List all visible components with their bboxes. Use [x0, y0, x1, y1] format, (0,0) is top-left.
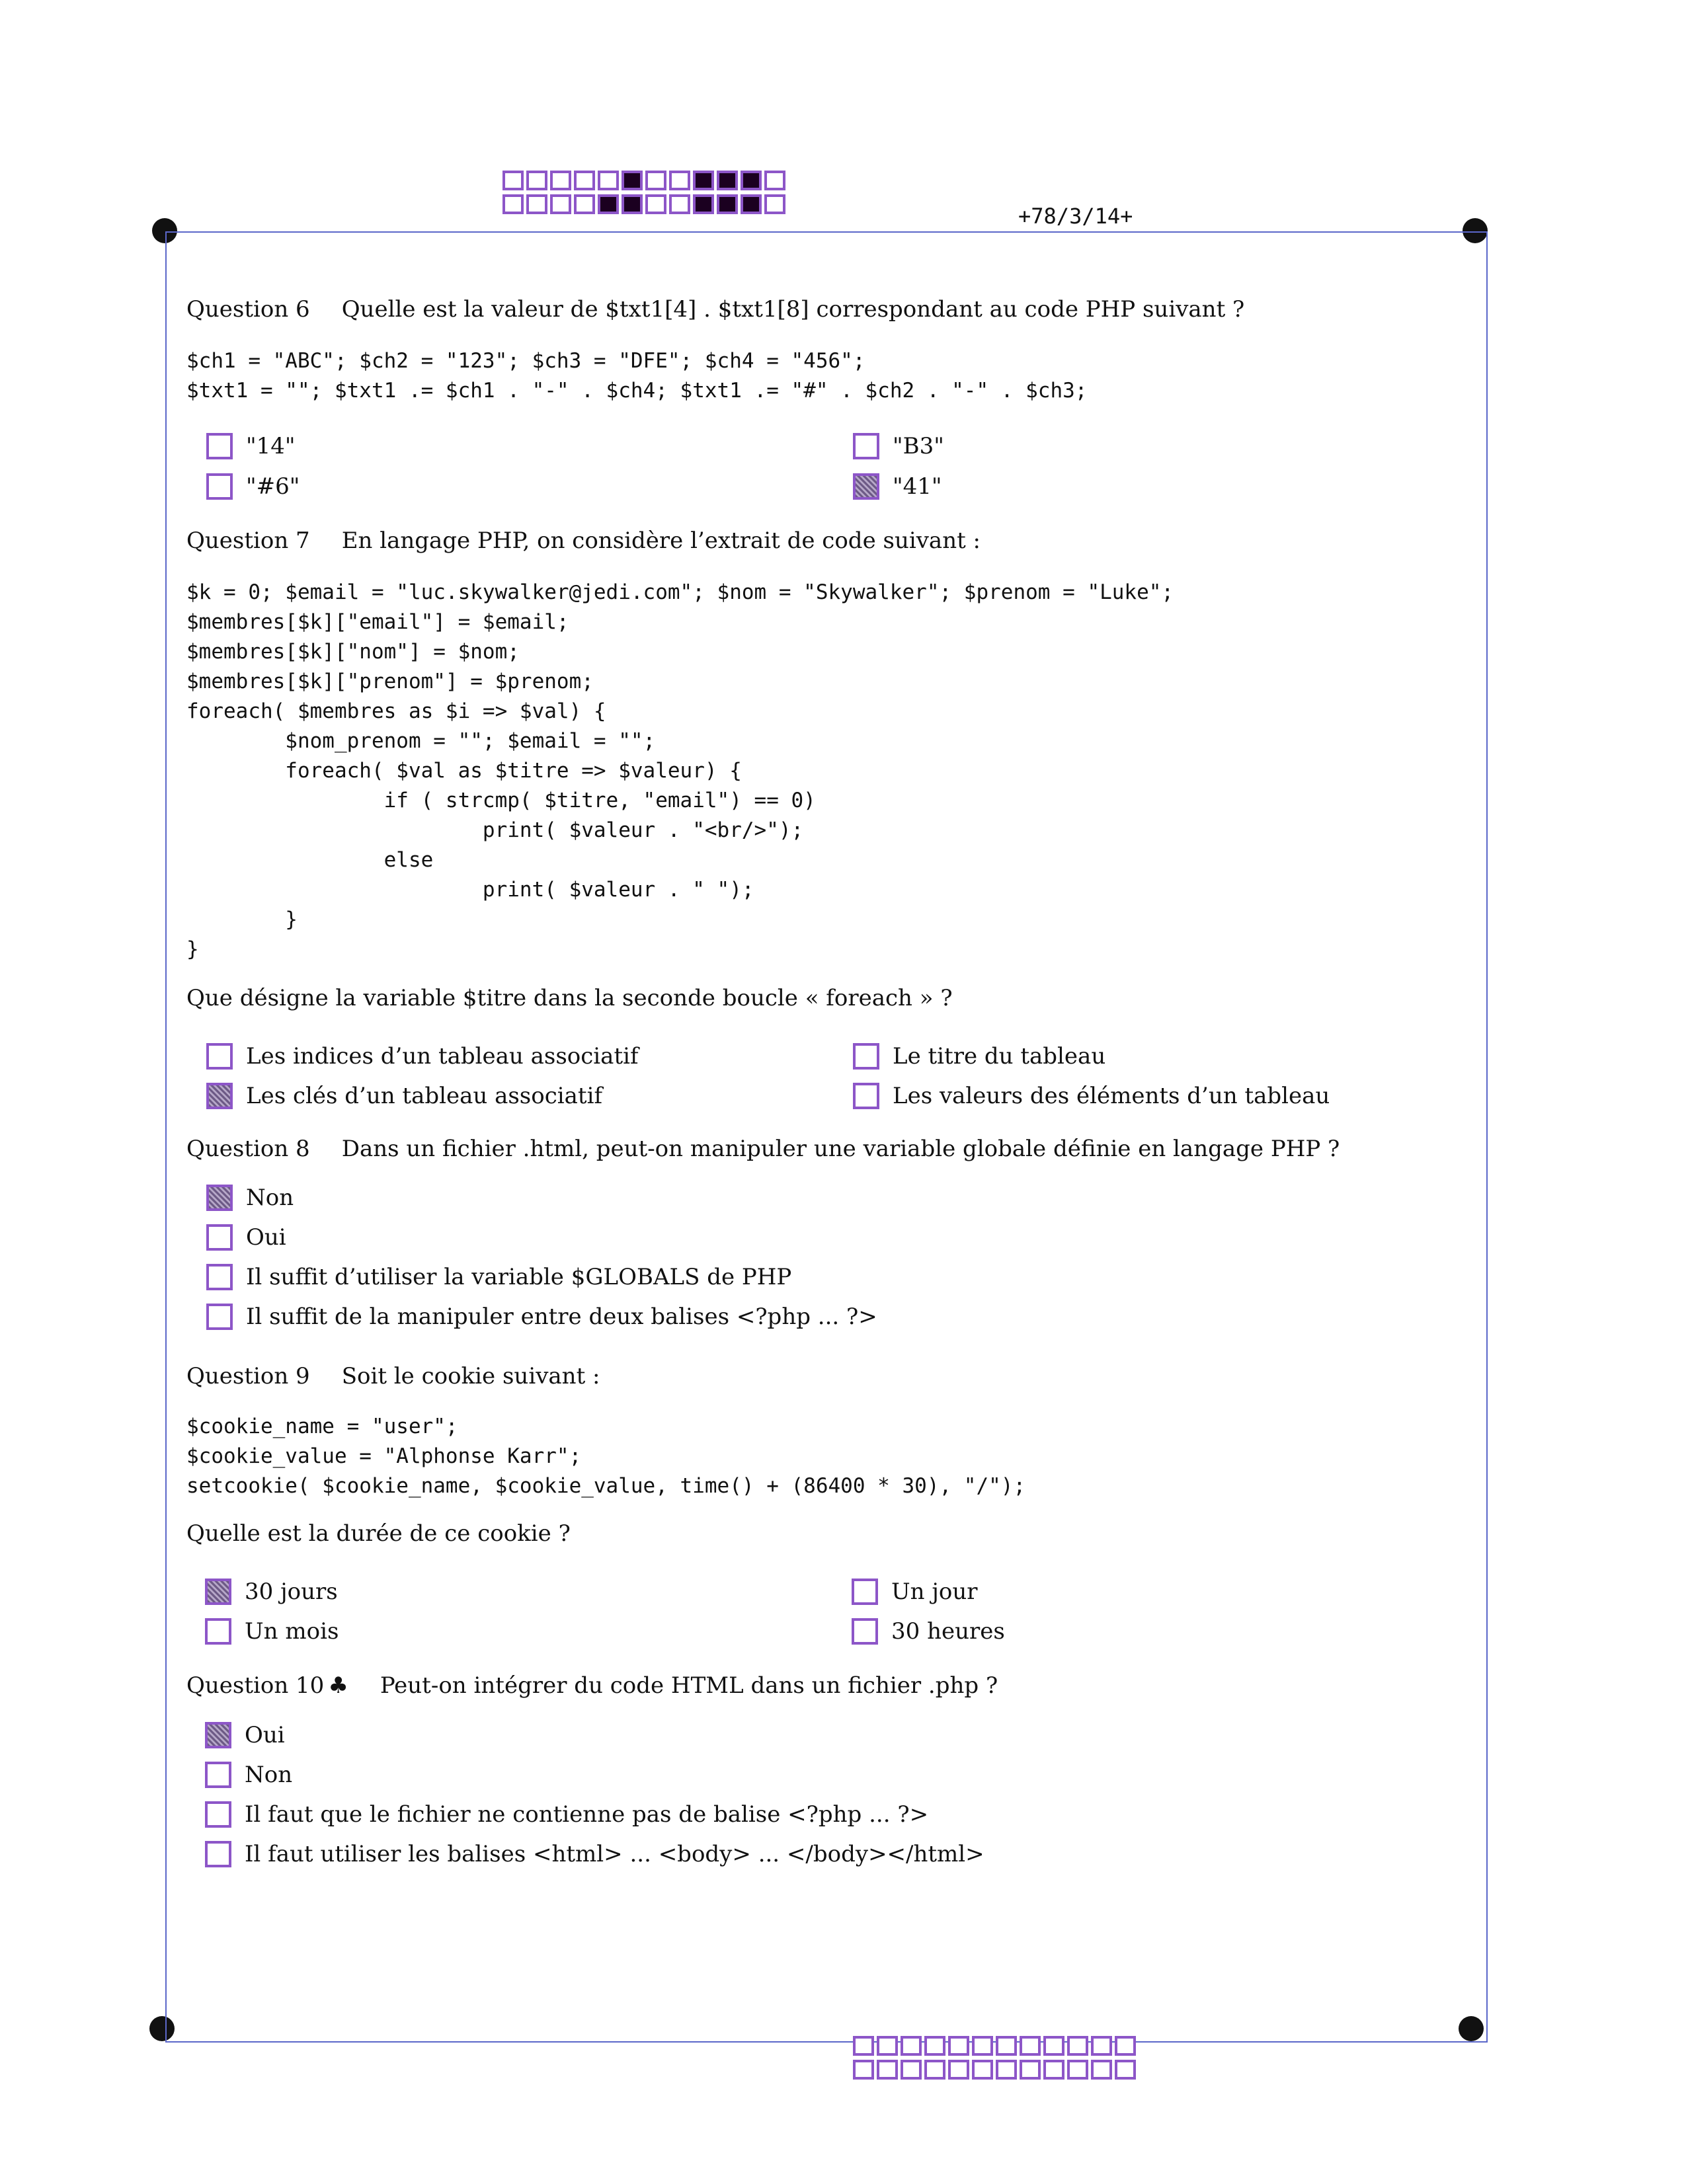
option-label: Un mois — [245, 1618, 339, 1645]
q10-option-4[interactable] — [205, 1841, 984, 1867]
q7-option-1[interactable] — [206, 1043, 639, 1070]
barcode-bottom-row-2 — [853, 2060, 1139, 2080]
barcode-cell — [622, 194, 643, 214]
q6-option-2[interactable] — [853, 433, 944, 459]
barcode-cell — [622, 171, 643, 190]
barcode-cell — [764, 171, 785, 190]
barcode-cell — [1043, 2060, 1064, 2080]
q7-option-2[interactable] — [853, 1043, 1105, 1070]
option-label: Les valeurs des éléments d’un tableau — [893, 1083, 1330, 1109]
barcode-cell — [901, 2036, 922, 2056]
question-9-heading — [186, 1363, 600, 1389]
barcode-cell — [502, 194, 524, 214]
barcode-cell — [645, 194, 666, 214]
checkbox[interactable] — [206, 1264, 233, 1290]
barcode-top-row-1 — [502, 171, 788, 190]
question-8-heading — [186, 1136, 1340, 1162]
checkbox[interactable] — [205, 1841, 231, 1867]
option-label: Il faut que le fichier ne contienne pas de balise <?php ... ?> — [245, 1801, 929, 1828]
barcode-cell — [717, 171, 738, 190]
question-7-code: $k = 0; $email = "luc.skywalker@jedi.com"; $nom = "Skywalker"; $prenom = "Luke"; $membres[$k]["email"] = $email; $membres[$k]["nom"] = $nom; $membres[$k]["prenom"] = $prenom; foreach( $membres as $i => $val) { $nom_prenom = ""; $email = ""; foreach( $val as $titre => $valeur) { if ( strcmp( $titre, "email") == 0) print( $valeur . "<br/>"); else print( $valeur . " "); } } — [186, 580, 1174, 961]
q7-option-4[interactable] — [853, 1083, 1330, 1109]
checkbox[interactable] — [206, 433, 233, 459]
barcode-cell — [996, 2036, 1017, 2056]
question-6-label: Question 6 — [186, 296, 310, 323]
barcode-cell — [502, 171, 524, 190]
barcode-cell — [877, 2060, 898, 2080]
barcode-cell — [669, 194, 690, 214]
barcode-cell — [1091, 2060, 1112, 2080]
barcode-top-row-2 — [502, 194, 788, 214]
checkbox[interactable] — [205, 1762, 231, 1788]
barcode-cell — [972, 2060, 993, 2080]
checkbox[interactable] — [206, 1185, 233, 1211]
barcode-cell — [574, 194, 595, 214]
option-label: 30 jours — [245, 1579, 338, 1605]
barcode-cell — [526, 194, 547, 214]
barcode-cell — [741, 194, 762, 214]
barcode-cell — [853, 2036, 874, 2056]
barcode-cell — [901, 2060, 922, 2080]
option-label: Les clés d’un tableau associatif — [246, 1083, 603, 1109]
question-10-label: Question 10 — [186, 1672, 325, 1699]
barcode-cell — [693, 171, 714, 190]
option-label: "41" — [893, 473, 942, 500]
barcode-cell — [1091, 2036, 1112, 2056]
q6-option-1[interactable] — [206, 433, 296, 459]
checkbox[interactable] — [206, 1224, 233, 1251]
option-label: Il faut utiliser les balises <html> ... <body> ... </body></html> — [245, 1841, 984, 1867]
page-id: +78/3/14+ — [1018, 204, 1133, 229]
barcode-cell — [645, 171, 666, 190]
option-label: Oui — [245, 1722, 285, 1748]
barcode-cell — [550, 194, 571, 214]
question-6-text: Quelle est la valeur de $txt1[4] . $txt1[8] correspondant au code PHP suivant ? — [341, 296, 1245, 323]
option-label: Il suffit de la manipuler entre deux balises <?php ... ?> — [246, 1304, 877, 1330]
question-7-label: Question 7 — [186, 527, 310, 554]
barcode-cell — [924, 2060, 945, 2080]
q9-option-2[interactable] — [852, 1579, 978, 1605]
option-label: 30 heures — [891, 1618, 1005, 1645]
question-10-text: Peut-on intégrer du code HTML dans un fichier .php ? — [380, 1672, 998, 1699]
checkbox[interactable] — [205, 1801, 231, 1828]
barcode-cell — [877, 2036, 898, 2056]
question-6-code: $ch1 = "ABC"; $ch2 = "123"; $ch3 = "DFE"; $ch4 = "456"; $txt1 = ""; $txt1 .= $ch1 . "-" . $ch4; $txt1 .= "#" . $ch2 . "-" . $ch3; — [186, 349, 1088, 403]
checkbox[interactable] — [206, 473, 233, 500]
barcode-cell — [526, 171, 547, 190]
option-label: "14" — [246, 433, 296, 459]
barcode-cell — [598, 194, 619, 214]
q8-option-3[interactable] — [206, 1264, 791, 1290]
barcode-cell — [1020, 2036, 1041, 2056]
checkbox[interactable] — [205, 1722, 231, 1748]
checkbox[interactable] — [853, 433, 879, 459]
question-8-label: Question 8 — [186, 1136, 310, 1162]
barcode-cell — [693, 194, 714, 214]
barcode-cell — [948, 2060, 969, 2080]
barcode-cell — [550, 171, 571, 190]
club-icon: ♣ — [328, 1672, 348, 1699]
barcode-cell — [1043, 2036, 1064, 2056]
q6-option-4[interactable] — [853, 473, 942, 500]
barcode-cell — [1115, 2036, 1136, 2056]
option-label: Il suffit d’utiliser la variable $GLOBALS de PHP — [246, 1264, 792, 1290]
checkbox[interactable] — [853, 1083, 879, 1109]
barcode-top — [502, 171, 788, 214]
barcode-cell — [741, 171, 762, 190]
q8-option-4[interactable] — [206, 1304, 877, 1330]
option-label: Non — [246, 1185, 294, 1211]
question-9-code: $cookie_name = "user"; $cookie_value = "Alphonse Karr"; setcookie( $cookie_name, $cookie_value, time() + (86400 * 30), "/"); — [186, 1415, 1026, 1498]
q9-option-4[interactable] — [852, 1618, 1005, 1645]
question-7-text: En langage PHP, on considère l’extrait de code suivant : — [341, 527, 981, 554]
checkbox[interactable] — [852, 1579, 878, 1605]
question-6-heading — [186, 296, 1244, 323]
q6-option-3[interactable] — [206, 473, 300, 500]
checkbox[interactable] — [853, 1043, 879, 1070]
q9-option-3[interactable] — [205, 1618, 339, 1645]
barcode-cell — [996, 2060, 1017, 2080]
barcode-bottom — [853, 2036, 1139, 2080]
barcode-cell — [924, 2036, 945, 2056]
checkbox[interactable] — [206, 1083, 233, 1109]
checkbox[interactable] — [205, 1579, 231, 1605]
barcode-cell — [598, 171, 619, 190]
barcode-cell — [1067, 2060, 1088, 2080]
checkbox[interactable] — [205, 1618, 231, 1645]
barcode-cell — [948, 2036, 969, 2056]
question-8-text: Dans un fichier .html, peut-on manipuler une variable globale définie en langage PHP ? — [341, 1136, 1340, 1162]
checkbox[interactable] — [206, 1043, 233, 1070]
checkbox[interactable] — [852, 1618, 878, 1645]
barcode-bottom-row-1 — [853, 2036, 1139, 2056]
checkbox[interactable] — [206, 1304, 233, 1330]
barcode-cell — [972, 2036, 993, 2056]
option-label: "#6" — [246, 473, 300, 500]
barcode-cell — [853, 2060, 874, 2080]
question-10-heading — [186, 1672, 998, 1699]
option-label: Le titre du tableau — [893, 1043, 1106, 1070]
option-label: Les indices d’un tableau associatif — [246, 1043, 639, 1070]
barcode-cell — [717, 194, 738, 214]
q10-option-2[interactable] — [205, 1762, 292, 1788]
option-label: Un jour — [891, 1579, 978, 1605]
q7-option-3[interactable] — [206, 1083, 602, 1109]
barcode-cell — [669, 171, 690, 190]
option-label: "B3" — [893, 433, 944, 459]
question-9-text: Soit le cookie suivant : — [341, 1363, 600, 1389]
option-label: Non — [245, 1762, 293, 1788]
checkbox[interactable] — [853, 473, 879, 500]
barcode-cell — [574, 171, 595, 190]
question-7-heading — [186, 527, 981, 554]
option-label: Oui — [246, 1224, 286, 1251]
barcode-cell — [764, 194, 785, 214]
barcode-cell — [1115, 2060, 1136, 2080]
question-9-label: Question 9 — [186, 1363, 310, 1389]
barcode-cell — [1067, 2036, 1088, 2056]
q10-option-3[interactable] — [205, 1801, 928, 1828]
q10-option-1[interactable] — [205, 1722, 285, 1748]
barcode-cell — [1020, 2060, 1041, 2080]
q9-option-1[interactable] — [205, 1579, 338, 1605]
question-9-subtext: Quelle est la durée de ce cookie ? — [186, 1520, 571, 1547]
q8-option-2[interactable] — [206, 1224, 286, 1251]
question-7-subtext: Que désigne la variable $titre dans la seconde boucle « foreach » ? — [186, 985, 953, 1011]
q8-option-1[interactable] — [206, 1185, 294, 1211]
